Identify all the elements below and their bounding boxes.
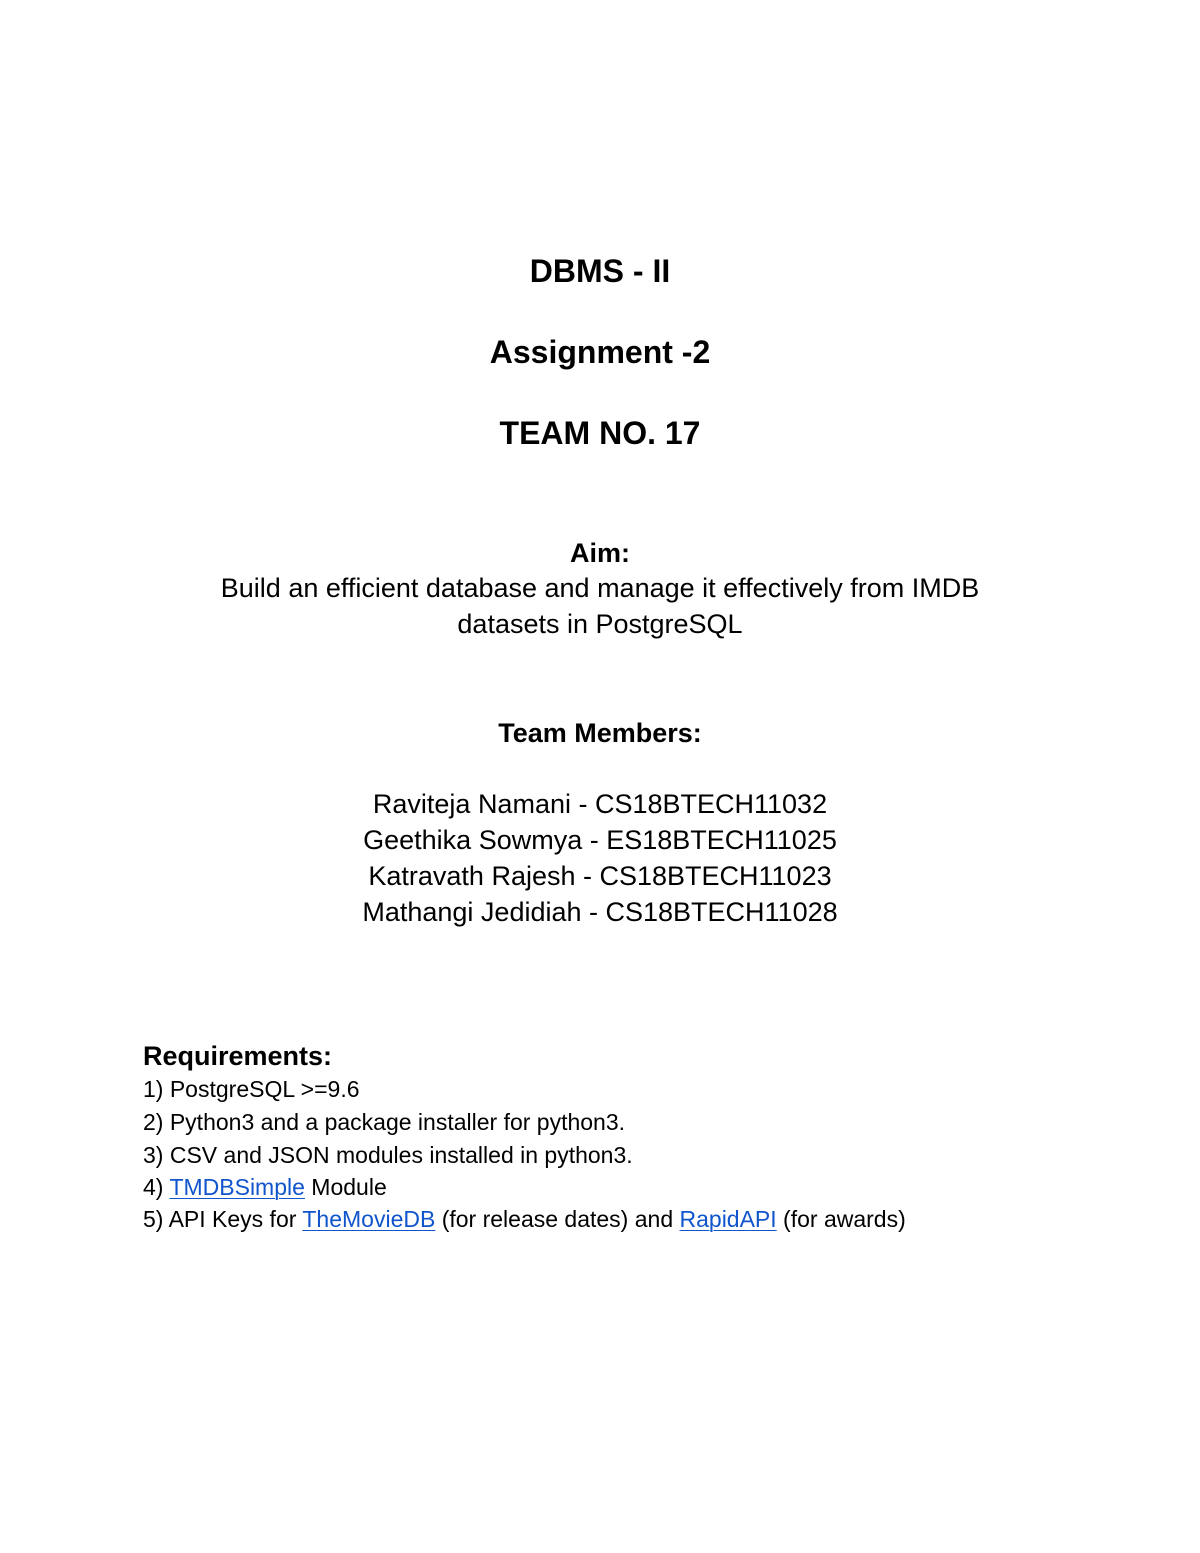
requirement-prefix: 5) API Keys for bbox=[143, 1206, 303, 1232]
team-member: Katravath Rajesh - CS18BTECH11023 bbox=[368, 861, 832, 891]
assignment-title: Assignment -2 bbox=[489, 334, 711, 370]
requirement-item: 1) PostgreSQL >=9.6 bbox=[143, 1076, 360, 1102]
requirement-item bbox=[143, 1171, 1153, 1203]
requirement-item: 3) CSV and JSON modules installed in python3. bbox=[143, 1142, 633, 1168]
rapidapi-link[interactable]: RapidAPI bbox=[679, 1206, 777, 1232]
team-members-heading: Team Members: bbox=[498, 718, 702, 748]
requirement-prefix: 4) bbox=[143, 1174, 170, 1200]
themoviedb-link[interactable]: TheMovieDB bbox=[302, 1206, 436, 1232]
course-title: DBMS - II bbox=[529, 253, 671, 289]
team-member: Geethika Sowmya - ES18BTECH11025 bbox=[363, 825, 837, 855]
tmdbsimple-link[interactable]: TMDBSimple bbox=[169, 1174, 305, 1200]
requirement-middle: (for release dates) and bbox=[435, 1206, 680, 1232]
aim-line-1: Build an efficient database and manage it effectively from IMDB bbox=[220, 573, 980, 603]
requirements-heading: Requirements: bbox=[143, 1041, 333, 1071]
team-member: Raviteja Namani - CS18BTECH11032 bbox=[372, 789, 828, 819]
aim-heading: Aim: bbox=[570, 538, 630, 568]
team-number-title: TEAM NO. 17 bbox=[499, 415, 701, 451]
requirement-item bbox=[143, 1203, 1153, 1235]
team-member: Mathangi Jedidiah - CS18BTECH11028 bbox=[362, 897, 838, 927]
requirement-suffix: Module bbox=[304, 1174, 387, 1200]
requirement-suffix: (for awards) bbox=[776, 1206, 906, 1232]
aim-line-2: datasets in PostgreSQL bbox=[457, 609, 743, 639]
requirement-item: 2) Python3 and a package installer for python3. bbox=[143, 1109, 626, 1135]
